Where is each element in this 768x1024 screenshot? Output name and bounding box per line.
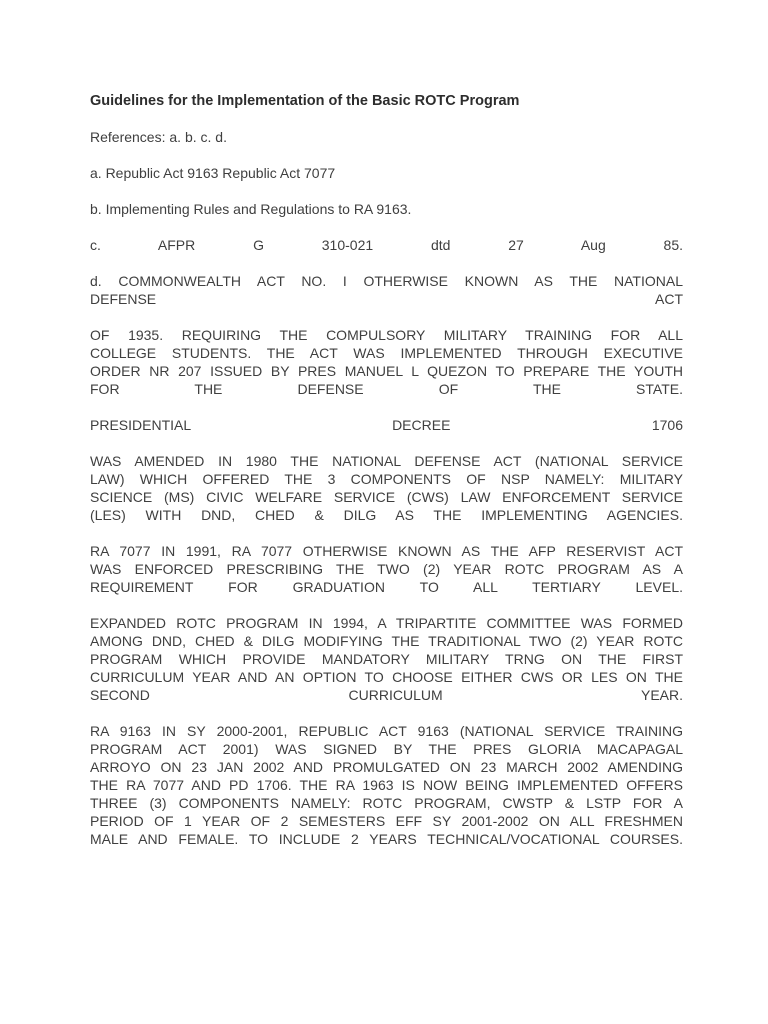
text-line: WAS AMENDED IN 1980 THE NATIONAL DEFENSE ACT (NATIONAL SERVICE xyxy=(90,453,683,469)
text-line: SCIENCE (MS) CIVIC WELFARE SERVICE (CWS) LAW ENFORCEMENT SERVICE xyxy=(90,489,683,505)
paragraph xyxy=(90,326,683,398)
paragraph xyxy=(90,452,683,524)
text-line: a. Republic Act 9163 Republic Act 7077 xyxy=(90,165,336,181)
text-line: CURRICULUM YEAR AND AN OPTION TO CHOOSE EITHER CWS OR LES ON THE xyxy=(90,669,683,685)
text-line: d. COMMONWEALTH ACT NO. I OTHERWISE KNOWN AS THE NATIONAL xyxy=(90,273,683,289)
text-line: DEFENSE ACT xyxy=(90,291,683,307)
text-line: MALE AND FEMALE. TO INCLUDE 2 YEARS TECHNICAL/VOCATIONAL COURSES. xyxy=(90,831,683,847)
paragraph xyxy=(90,200,683,218)
text-line: LAW) WHICH OFFERED THE 3 COMPONENTS OF NSP NAMELY: MILITARY xyxy=(90,471,683,487)
paragraph xyxy=(90,542,683,596)
text-line: ARROYO ON 23 JAN 2002 AND PROMULGATED ON 23 MARCH 2002 AMENDING xyxy=(90,759,683,775)
text-line: OF 1935. REQUIRING THE COMPULSORY MILITARY TRAINING FOR ALL xyxy=(90,327,683,343)
text-line: SECOND CURRICULUM YEAR. xyxy=(90,687,683,703)
text-line: WAS ENFORCED PRESCRIBING THE TWO (2) YEAR ROTC PROGRAM AS A xyxy=(90,561,683,577)
text-line: AMONG DND, CHED & DILG MODIFYING THE TRADITIONAL TWO (2) YEAR ROTC xyxy=(90,633,683,649)
text-line: b. Implementing Rules and Regulations to RA 9163. xyxy=(90,201,412,217)
paragraph xyxy=(90,272,683,308)
text-line: REQUIREMENT FOR GRADUATION TO ALL TERTIARY LEVEL. xyxy=(90,579,683,595)
text-line: PERIOD OF 1 YEAR OF 2 SEMESTERS EFF SY 2001-2002 ON ALL FRESHMEN xyxy=(90,813,683,829)
text-line: References: a. b. c. d. xyxy=(90,129,227,145)
paragraph xyxy=(90,416,683,434)
text-line: ORDER NR 207 ISSUED BY PRES MANUEL L QUEZON TO PREPARE THE YOUTH xyxy=(90,363,683,379)
text-line: (LES) WITH DND, CHED & DILG AS THE IMPLEMENTING AGENCIES. xyxy=(90,507,683,523)
page-title xyxy=(90,92,683,110)
text-line: FOR THE DEFENSE OF THE STATE. xyxy=(90,381,683,397)
text-line: THE RA 7077 AND PD 1706. THE RA 1963 IS NOW BEING IMPLEMENTED OFFERS xyxy=(90,777,683,793)
paragraph xyxy=(90,614,683,704)
paragraph xyxy=(90,164,683,182)
document-content xyxy=(90,92,683,848)
text-line: PRESIDENTIAL DECREE 1706 xyxy=(90,417,683,433)
text-line: c. AFPR G 310-021 dtd 27 Aug 85. xyxy=(90,237,683,253)
paragraph xyxy=(90,236,683,254)
text-line: PROGRAM ACT 2001) WAS SIGNED BY THE PRES GLORIA MACAPAGAL xyxy=(90,741,683,757)
paragraph xyxy=(90,128,683,146)
text-line: COLLEGE STUDENTS. THE ACT WAS IMPLEMENTED THROUGH EXECUTIVE xyxy=(90,345,683,361)
text-line: RA 7077 IN 1991, RA 7077 OTHERWISE KNOWN AS THE AFP RESERVIST ACT xyxy=(90,543,683,559)
text-line: PROGRAM WHICH PROVIDE MANDATORY MILITARY TRNG ON THE FIRST xyxy=(90,651,683,667)
text-line: EXPANDED ROTC PROGRAM IN 1994, A TRIPARTITE COMMITTEE WAS FORMED xyxy=(90,615,683,631)
paragraph xyxy=(90,722,683,848)
text-line: RA 9163 IN SY 2000-2001, REPUBLIC ACT 9163 (NATIONAL SERVICE TRAINING xyxy=(90,723,683,739)
text-line: THREE (3) COMPONENTS NAMELY: ROTC PROGRAM, CWSTP & LSTP FOR A xyxy=(90,795,683,811)
text-line: Guidelines for the Implementation of the Basic ROTC Program xyxy=(90,93,520,109)
